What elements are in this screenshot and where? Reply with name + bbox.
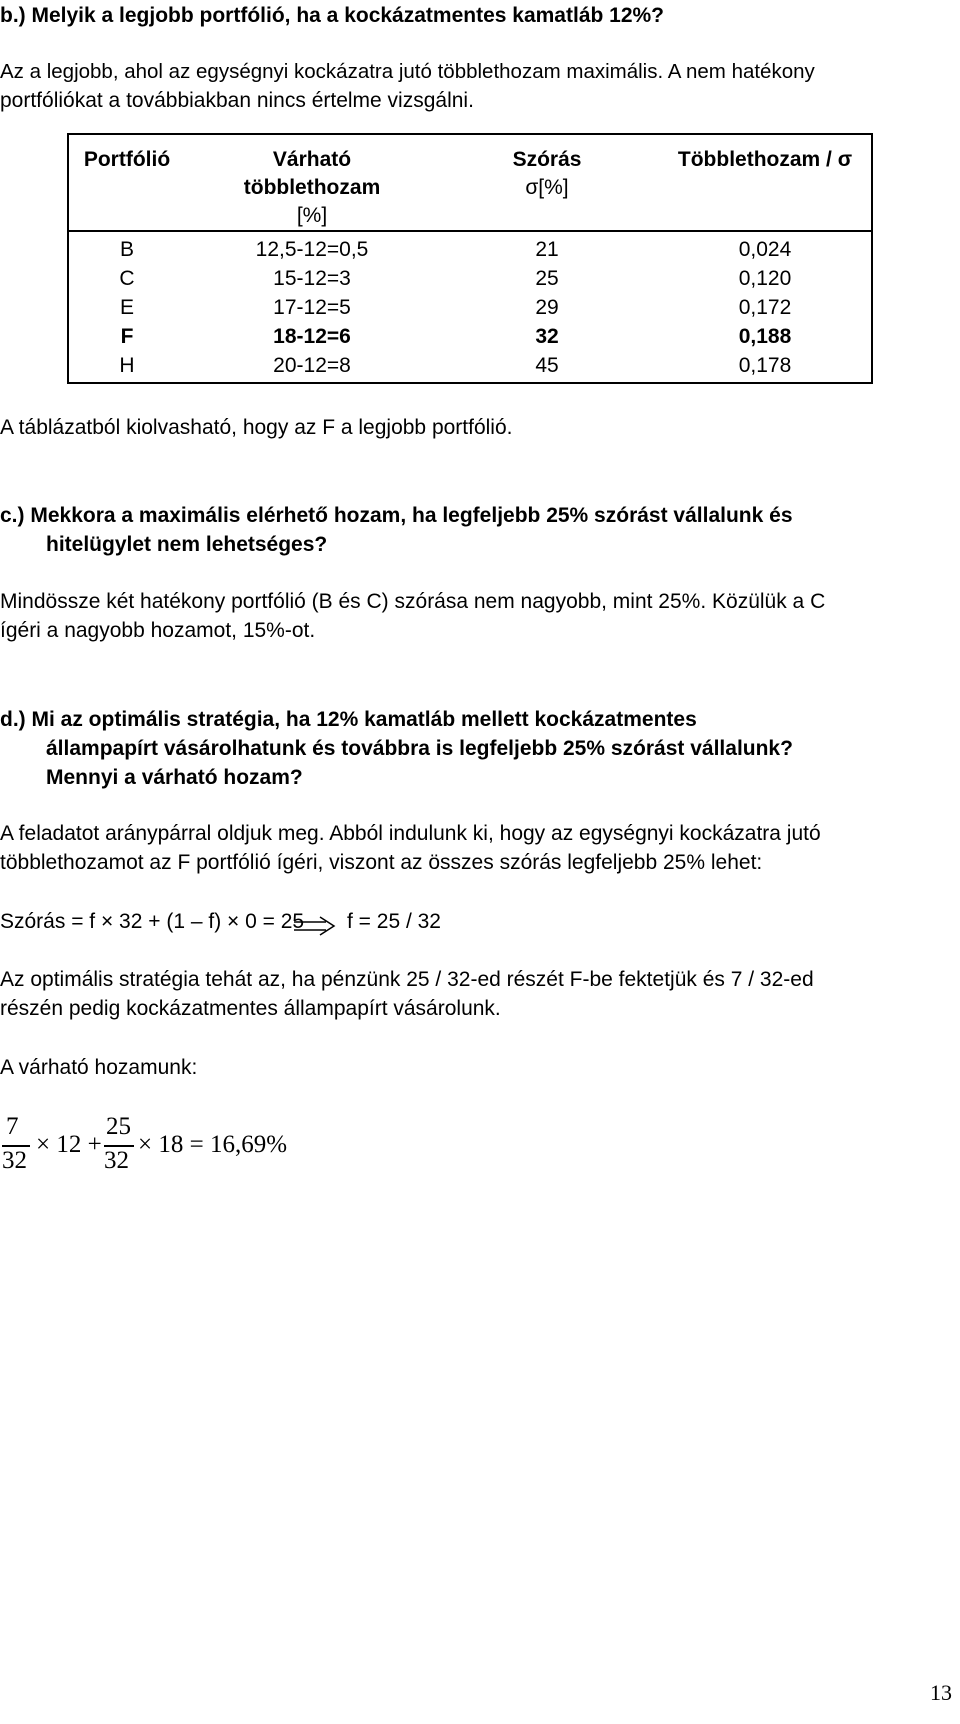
section-d-heading-line2: állampapírt vásárolhatunk és továbbra is legfeljebb 25% szórást vállalunk? bbox=[46, 737, 793, 760]
cell-portfolio: B bbox=[119, 238, 134, 261]
section-c-para-line1: Mindössze két hatékony portfólió (B és C) szórása nem nagyobb, mint 25%. Közülük a C bbox=[0, 590, 826, 613]
cell-ratio: 0,188 bbox=[738, 325, 792, 348]
frac2-numerator: 25 bbox=[106, 1113, 131, 1140]
frac1-denominator: 32 bbox=[2, 1147, 27, 1174]
cell-sd: 45 bbox=[535, 354, 559, 377]
frac1-numerator: 7 bbox=[6, 1113, 19, 1140]
section-d-heading-line1: d.) Mi az optimális stratégia, ha 12% kamatláb mellett kockázatmentes bbox=[0, 708, 697, 731]
section-d-para2-line1: Az optimális stratégia tehát az, ha pénzünk 25 / 32-ed részét F-be fektetjük és 7 / 32-ed bbox=[0, 968, 814, 991]
formula-result: × 18 = 16,69% bbox=[138, 1131, 288, 1158]
header-portfolio: Portfólió bbox=[83, 148, 171, 171]
formula-middle: × 12 + bbox=[36, 1131, 102, 1158]
header-expected-excess: Várható többlethozam [%] bbox=[243, 148, 381, 227]
cell-portfolio: H bbox=[119, 354, 135, 377]
table-header-divider bbox=[67, 230, 873, 232]
std-dev-equation: Szórás = f × 32 + (1 – f) × 0 = 25 bbox=[0, 910, 305, 933]
cell-portfolio: F bbox=[120, 325, 134, 348]
cell-portfolio: C bbox=[119, 267, 135, 290]
section-d-para2-line2: részén pedig kockázatmentes állampapírt vásárolunk. bbox=[0, 997, 501, 1020]
cell-sd: 25 bbox=[535, 267, 559, 290]
cell-ratio: 0,024 bbox=[738, 238, 792, 261]
section-d-para1-line2: többlethozamot az F portfólió ígéri, viszont az összes szórás legfeljebb 25% lehet: bbox=[0, 851, 763, 874]
section-c-para-line2: ígéri a nagyobb hozamot, 15%-ot. bbox=[0, 619, 316, 642]
frac2-denominator: 32 bbox=[104, 1147, 129, 1174]
cell-excess: 12,5-12=0,5 bbox=[255, 238, 369, 261]
cell-excess: 18-12=6 bbox=[273, 325, 351, 348]
fraction-result: f = 25 / 32 bbox=[347, 910, 441, 933]
section-d-heading-line3: Mennyi a várható hozam? bbox=[46, 766, 303, 789]
section-c-heading-line1: c.) Mekkora a maximális elérhető hozam, ha legfeljebb 25% szórást vállalunk és bbox=[0, 504, 793, 527]
section-c-heading-line2: hitelügylet nem lehetséges? bbox=[46, 533, 328, 556]
cell-excess: 20-12=8 bbox=[273, 354, 351, 377]
cell-ratio: 0,172 bbox=[738, 296, 792, 319]
cell-portfolio: E bbox=[119, 296, 134, 319]
expected-return-label: A várható hozamunk: bbox=[0, 1056, 198, 1079]
page-number: 13 bbox=[930, 1680, 952, 1705]
cell-sd: 32 bbox=[535, 325, 559, 348]
section-b-para-line2: portfóliókat a továbbiakban nincs értelme vizsgálni. bbox=[0, 89, 474, 112]
cell-excess: 17-12=5 bbox=[273, 296, 351, 319]
section-b-para-line1: Az a legjobb, ahol az egységnyi kockázatra jutó többlethozam maximális. A nem hatékony bbox=[0, 60, 815, 83]
header-excess-per-sd: Többlethozam / σ bbox=[677, 148, 853, 171]
section-b-heading: b.) Melyik a legjobb portfólió, ha a kockázatmentes kamatláb 12%? bbox=[0, 4, 665, 27]
implies-arrow-icon bbox=[292, 916, 338, 936]
header-std-dev: Szórás σ[%] bbox=[512, 148, 582, 199]
cell-excess: 15-12=3 bbox=[273, 267, 351, 290]
cell-ratio: 0,120 bbox=[738, 267, 792, 290]
cell-sd: 29 bbox=[535, 296, 559, 319]
cell-sd: 21 bbox=[535, 238, 559, 261]
section-b-conclusion: A táblázatból kiolvasható, hogy az F a legjobb portfólió. bbox=[0, 416, 513, 439]
section-d-para1-line1: A feladatot aránypárral oldjuk meg. Abból indulunk ki, hogy az egységnyi kockázatra jutó bbox=[0, 822, 821, 845]
cell-ratio: 0,178 bbox=[738, 354, 792, 377]
